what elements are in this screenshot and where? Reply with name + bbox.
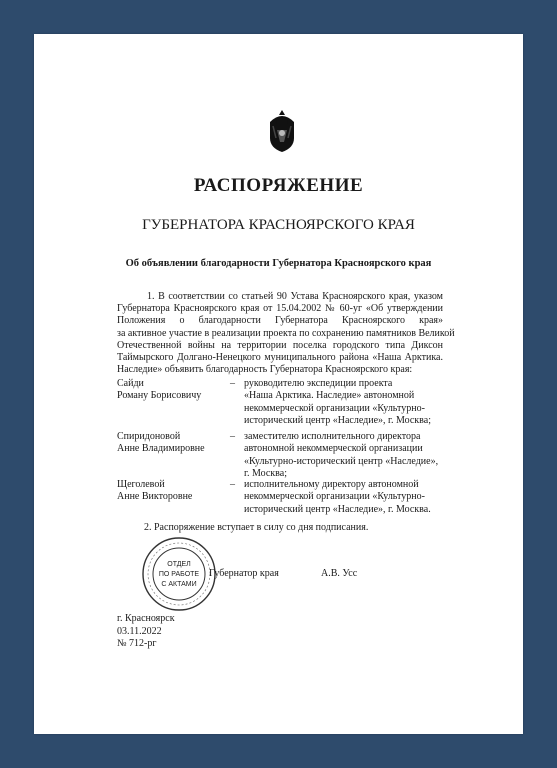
paragraph-1	[117, 291, 455, 376]
official-stamp-icon	[140, 535, 218, 613]
recipient-given-name: Анне Викторовне	[117, 491, 193, 503]
stamp-text: ПО РАБОТЕ	[158, 571, 200, 578]
document-footer	[117, 613, 175, 651]
paragraph-line: 1. В соответствии со статьей 90 Устава Красноярского края, указом	[147, 291, 443, 302]
recipient-surname: Щеголевой	[117, 479, 165, 490]
paragraph-line: Наследие» объявить благодарность Губернатора Красноярского края:	[117, 364, 413, 376]
paragraph-line: Губернатора Красноярского края от 15.04.2002 № 60-уг «Об утверждении	[117, 303, 443, 315]
recipient-name	[117, 378, 227, 403]
recipient-name	[117, 479, 227, 504]
stamp-text: ОТДЕЛ	[167, 561, 191, 568]
paragraph-2: 2. Распоряжение вступает в силу со дня подписания.	[144, 522, 369, 533]
signer-name: А.В. Усс	[321, 568, 358, 579]
paragraph-line: Отечественной войны на территории поселка городского типа Диксон	[117, 339, 443, 351]
recipient-description	[244, 479, 444, 516]
description-line: автономной некоммерческой организации	[244, 443, 423, 455]
recipient-surname: Спиридоновой	[117, 431, 181, 442]
description-line: некоммерческой организации «Культурно-	[244, 402, 425, 414]
document-heading: Об объявлении благодарности Губернатора Красноярского края	[125, 258, 432, 269]
paragraph-line: за активное участие в реализации проекта по сохранению памятников Великой	[117, 327, 455, 339]
description-line: г. Москва;	[244, 467, 287, 479]
paragraph-line: Таймырского Долгано-Ненецкого муниципального района «Наша Арктика.	[117, 352, 443, 364]
description-line: исторический центр «Наследие», г. Москва.	[244, 503, 431, 515]
document-number: № 712-рг	[117, 638, 157, 649]
paragraph-line: Положения о благодарности Губернатора Красноярского края»	[117, 315, 443, 327]
recipient-given-name: Роману Борисовичу	[117, 390, 202, 402]
recipient-description	[244, 378, 444, 427]
description-line: руководителю экспедиции проекта	[244, 378, 393, 389]
document-title: РАСПОРЯЖЕНИЕ	[193, 175, 364, 196]
description-line: «Культурно-исторический центр «Наследие»,	[244, 455, 439, 467]
coat-of-arms-icon	[267, 108, 297, 154]
recipient-name	[117, 431, 227, 456]
description-line: некоммерческой организации «Культурно-	[244, 491, 425, 503]
description-line: заместителю исполнительного директора	[244, 431, 421, 442]
date: 03.11.2022	[117, 625, 162, 637]
place: г. Красноярск	[117, 613, 175, 624]
description-line: «Наша Арктика. Наследие» автономной	[244, 390, 415, 402]
stamp-text: С АКТАМИ	[161, 581, 197, 588]
dash: –	[230, 479, 235, 490]
description-line: исполнительному директору автономной	[244, 479, 419, 490]
recipient-surname: Сайди	[117, 378, 144, 389]
description-line: исторический центр «Наследие», г. Москва;	[244, 414, 431, 426]
dash: –	[230, 431, 235, 442]
recipient-description	[244, 431, 444, 480]
dash: –	[230, 378, 235, 389]
recipient-given-name: Анне Владимировне	[117, 443, 205, 455]
signer-title: Губернатор края	[209, 568, 279, 579]
document-subtitle: ГУБЕРНАТОРА КРАСНОЯРСКОГО КРАЯ	[142, 217, 415, 233]
